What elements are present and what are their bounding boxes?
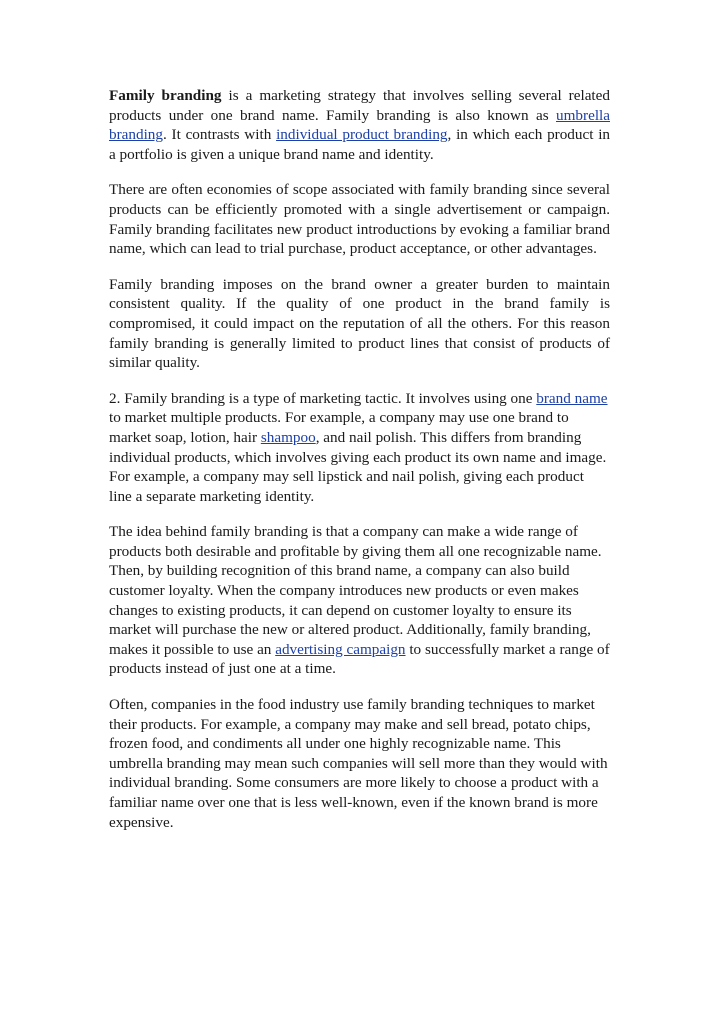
paragraph-text: to market multiple products. For example, a company may use one brand to market soap, lotion, hair (109, 409, 569, 446)
paragraph-idea-behind (109, 522, 610, 679)
paragraph-marketing-tactic (109, 389, 610, 507)
paragraph-text: , in which each product in a portfolio is given a unique brand name and identity. (109, 126, 611, 163)
paragraph-text: to successfully market a range of products instead of just one at a time. (109, 640, 610, 678)
link-advertising-campaign[interactable]: advertising campaign (275, 640, 406, 658)
paragraph-text: 2. Family branding is a type of marketing tactic. It involves using one (109, 389, 537, 407)
paragraph-text: is a marketing strategy that involves selling several related products under one brand name. Family branding is also known as (109, 87, 610, 124)
paragraph-quality-burden: Family branding imposes on the brand owner a greater burden to maintain consistent quality. If the quality of one product in the brand family is compromised, it could impact on the reputation of all the others. For this reason family branding is generally limited to product lines that consist of products of similar quality. (109, 275, 610, 372)
link-individual-product-branding[interactable]: individual product branding (276, 126, 448, 144)
link-shampoo[interactable]: shampoo (260, 428, 316, 446)
paragraph-text: , and nail polish. This differs from branding individual products, which involves giving each product its own name and image. For example, a company may sell lipstick and nail polish, giving each product line a separate marketing identity. (109, 428, 607, 505)
link-umbrella-branding[interactable]: umbrella branding (109, 106, 610, 144)
paragraph-economies: There are often economies of scope associated with family branding since several products can be efficiently promoted with a single advertisement or campaign. Family branding facilitates new product introductions by evoking a familiar brand name, which can lead to trial purchase, product acceptance, or other advantages. (109, 181, 610, 258)
paragraph-food-industry: Often, companies in the food industry use family branding techniques to market their products. For example, a company may make and sell bread, potato chips, frozen food, and condiments all under one highly recognizable name. This umbrella branding may mean such companies will sell more than they would with individual branding. Some consumers are more likely to choose a product with a familiar name over one that is less well-known, even if the known brand is more expensive. (109, 696, 608, 831)
bold-term: Family branding (109, 87, 222, 104)
link-brand-name[interactable]: brand name (536, 389, 608, 407)
paragraph-text: . It contrasts with (163, 126, 277, 144)
document-page (109, 86, 610, 848)
paragraph-text: The idea behind family branding is that a company can make a wide range of products both desirable and profitable by giving them all one recognizable name. Then, by building recognition of this brand name, a company can also build customer loyalty. When the company introduces new products or even makes changes to existing products, it can depend on customer loyalty to ensure its market will purchase the new or altered product. Additionally, family branding, makes it possible to use an (109, 523, 602, 658)
paragraph-definition (109, 86, 610, 164)
